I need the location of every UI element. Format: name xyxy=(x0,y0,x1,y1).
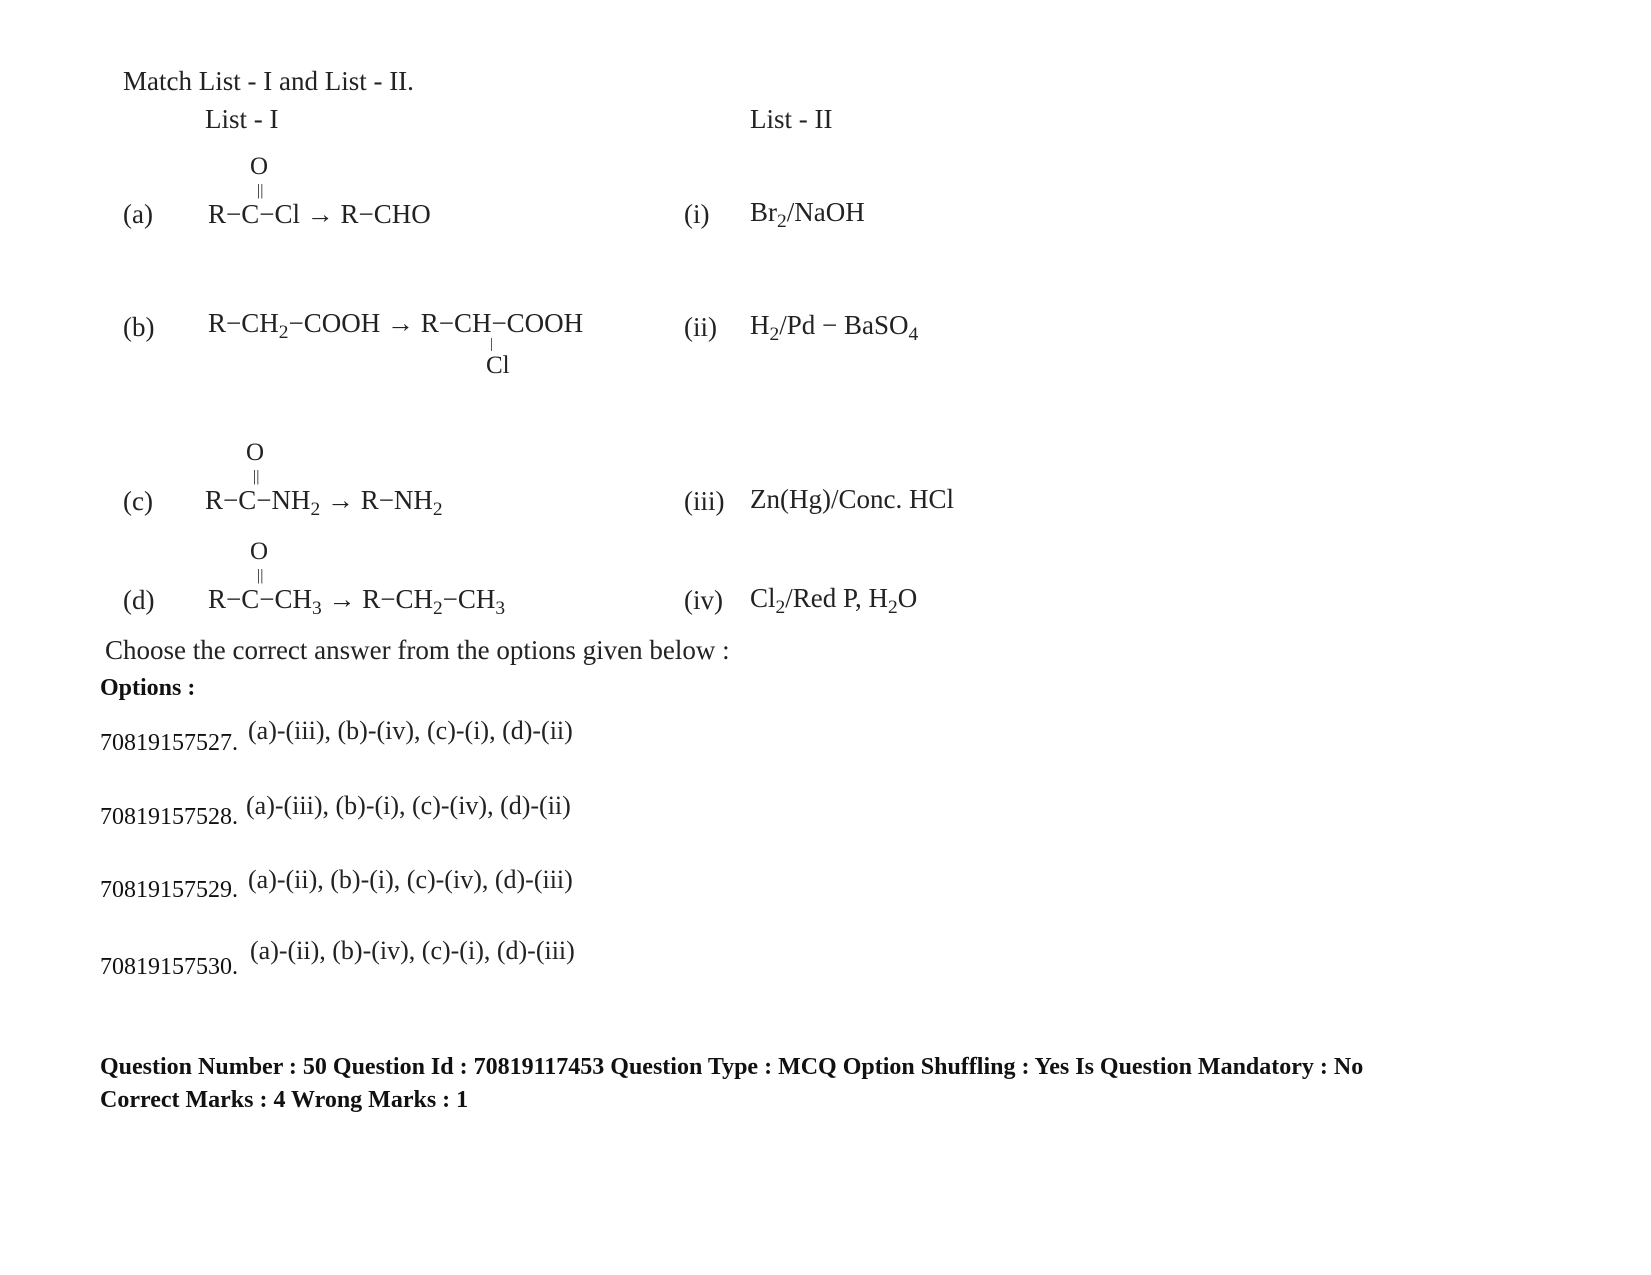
option-text: (a)-(ii), (b)-(iv), (c)-(i), (d)-(iii) xyxy=(250,936,575,965)
row-c-formula: $R-C-NH_2 \to R-NH_2$ xyxy=(205,485,443,520)
row-i-label: (i) xyxy=(684,199,710,229)
row-c-label: (c) xyxy=(123,486,153,516)
reagent-i: $Br_2$/NaOH xyxy=(750,197,865,232)
row-b-formula: $R-CH_2-COOH$ → R−CH−COOH xyxy=(208,308,584,343)
option-text: (a)-(iii), (b)-(iv), (c)-(i), (d)-(ii) xyxy=(248,716,573,745)
row-a-double-bond: || xyxy=(257,182,264,199)
option-id: 70819157530. xyxy=(100,954,238,980)
option-text: (a)-(iii), (b)-(i), (c)-(iv), (d)-(ii) xyxy=(246,791,571,820)
reagent-iii: Zn(Hg)/Conc. HCl xyxy=(750,484,954,514)
reagent-ii: $H_2/Pd$ − BaSO$_4$ xyxy=(750,310,919,345)
list-1-header: List - I xyxy=(205,104,279,134)
list-2-header: List - II xyxy=(750,104,833,134)
row-b-label: (b) xyxy=(123,312,155,342)
row-c-double-bond: || xyxy=(253,468,260,485)
reagent-iv: $Cl_2$/Red P, $H_2O$ xyxy=(750,583,918,618)
row-b-chlorine: Cl xyxy=(486,352,510,379)
row-d-oxygen: O xyxy=(250,538,269,565)
choose-text: Choose the correct answer from the options given below : xyxy=(105,635,730,665)
option-id: 70819157529. xyxy=(100,877,238,903)
arrow-icon: → xyxy=(328,584,356,614)
row-iii-label: (iii) xyxy=(684,486,725,516)
instruction-text: Match List - I and List - II. xyxy=(123,66,414,96)
row-d-label: (d) xyxy=(123,585,155,615)
option-id: 70819157527. xyxy=(100,730,238,756)
row-d-formula: $R-C-CH_3 \to R-CH_2-CH_3$ xyxy=(208,584,506,619)
question-meta-line-2: Correct Marks : 4 Wrong Marks : 1 xyxy=(100,1087,469,1113)
row-d-double-bond: || xyxy=(257,567,264,584)
question-meta-line-1: Question Number : 50 Question Id : 70819117453 Question Type : MCQ Option Shuffling : Yes Is Question Mandatory : No xyxy=(100,1054,1364,1080)
option-id: 70819157528. xyxy=(100,804,238,830)
row-a-label: (a) xyxy=(123,199,153,229)
arrow-icon: → xyxy=(306,199,334,229)
row-c-oxygen: O xyxy=(246,439,265,466)
arrow-icon: → xyxy=(386,308,414,338)
row-iv-label: (iv) xyxy=(684,585,723,615)
options-label: Options : xyxy=(100,675,196,701)
row-ii-label: (ii) xyxy=(684,312,717,342)
arrow-icon: → xyxy=(326,485,354,515)
row-a-oxygen: O xyxy=(250,153,269,180)
row-b-bond: | xyxy=(490,336,494,352)
row-a-formula: R−C−Cl → R−CHO xyxy=(208,199,431,229)
option-text: (a)-(ii), (b)-(i), (c)-(iv), (d)-(iii) xyxy=(248,865,573,894)
